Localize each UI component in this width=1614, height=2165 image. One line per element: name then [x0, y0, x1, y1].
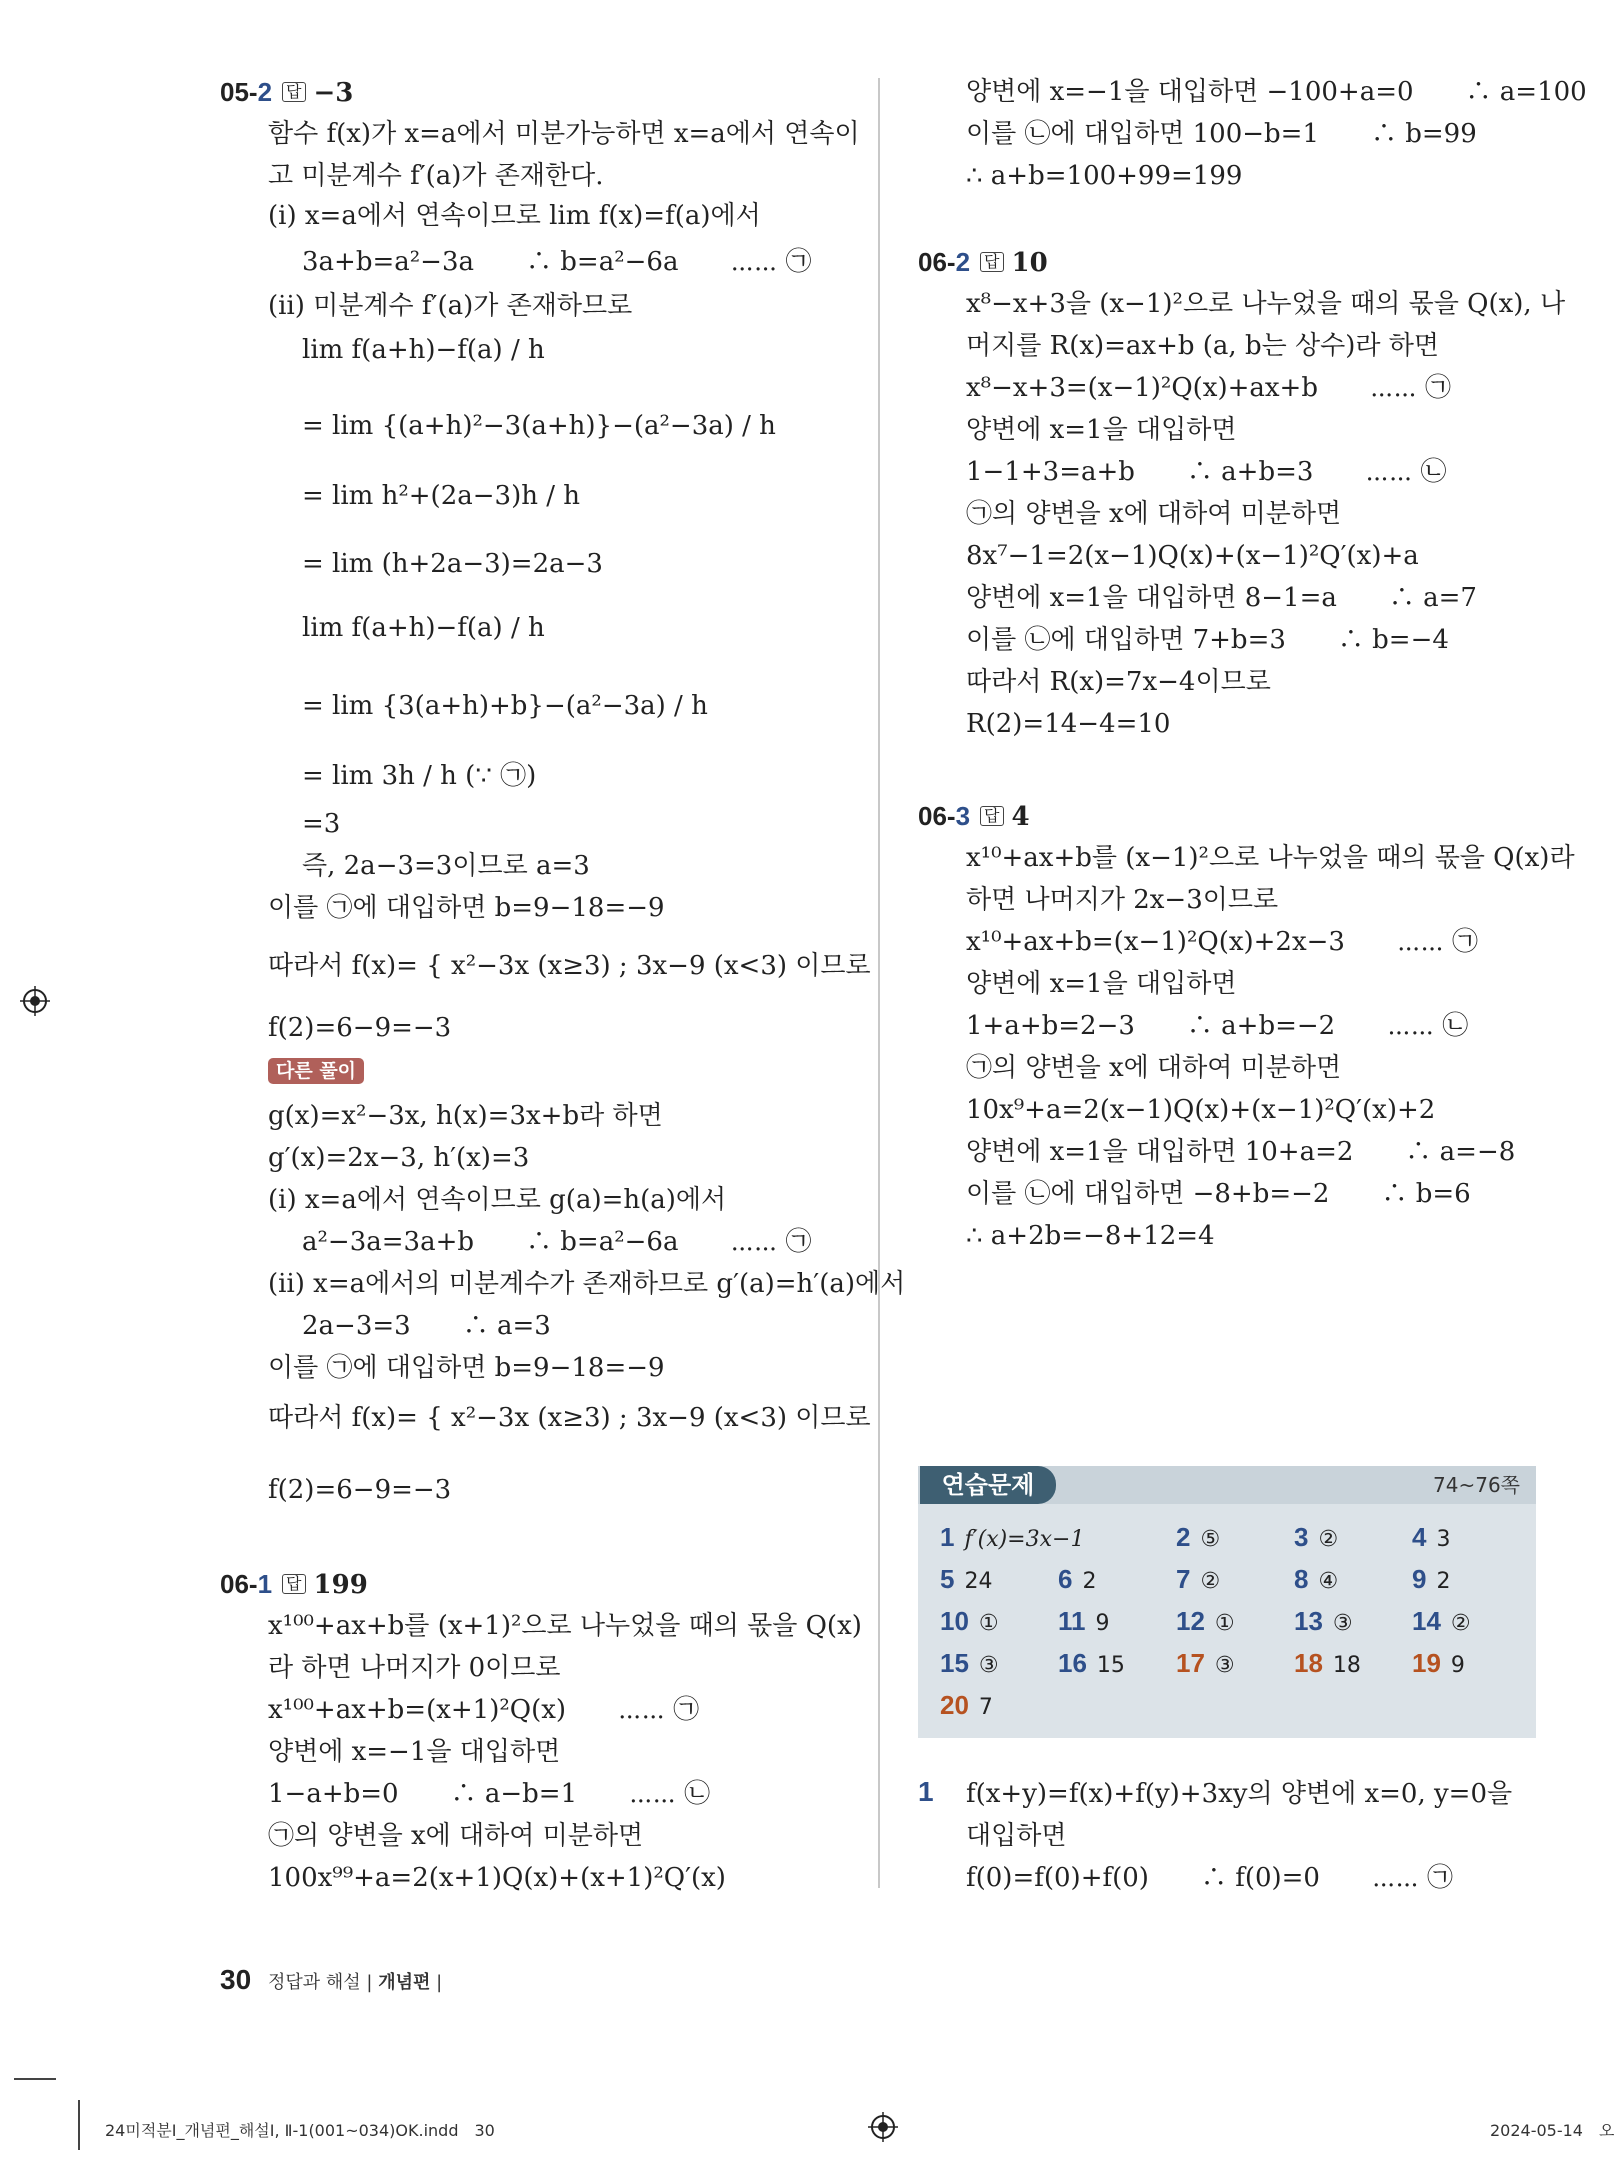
practice-answer-value: 2 [1082, 1569, 1097, 1594]
solution-line: = lim (h+2a−3)=2a−3 [302, 549, 603, 579]
question-1-number: 1 [918, 1776, 934, 1807]
practice-answer-number: 9 [1412, 1564, 1427, 1594]
alt-solution-badge: 다른 풀이 [268, 1058, 364, 1084]
practice-answer-value: 7 [978, 1695, 993, 1720]
solution-line: ∴ a+b=100+99=199 [966, 161, 1243, 191]
solution-line: 양변에 x=1을 대입하면 10+a=2 ∴ a=−8 [966, 1137, 1516, 1167]
practice-answer-number: 8 [1294, 1564, 1309, 1594]
page-number: 30 [220, 1964, 252, 1995]
solution-line: 이를 ㉡에 대입하면 −8+b=−2 ∴ b=6 [966, 1179, 1471, 1209]
practice-answer-number: 3 [1294, 1522, 1309, 1552]
solution-line: 하면 나머지가 2x−3이므로 [966, 885, 1279, 915]
file-slug: 24미적분Ⅰ_개념편_해설Ⅰ, Ⅱ-1(001~034)OK.indd 30 [105, 2121, 495, 2140]
solution-line: 이를 ㉠에 대입하면 b=9−18=−9 [268, 893, 665, 923]
practice-answer-item [1412, 1648, 1465, 1681]
solution-line: 100x⁹⁹+a=2(x+1)Q(x)+(x+1)²Q′(x) [268, 1863, 726, 1893]
solution-line: ㉠의 양변을 x에 대하여 미분하면 [966, 499, 1342, 529]
practice-answer-value: f′(x)=3x−1 [964, 1527, 1085, 1552]
solution-line: = lim {(a+h)²−3(a+h)}−(a²−3a) / h [302, 411, 776, 441]
practice-answer-number: 7 [1176, 1564, 1191, 1594]
problem-header-06-3: 06-3 답 4 [918, 801, 1030, 832]
solution-line: f(2)=6−9=−3 [268, 1475, 452, 1505]
practice-answer-item [1294, 1522, 1338, 1555]
solution-line: 고 미분계수 f′(a)가 존재한다. [268, 161, 604, 191]
solution-line: = lim {3(a+h)+b}−(a²−3a) / h [302, 691, 708, 721]
solution-line: 양변에 x=−1을 대입하면 −100+a=0 ∴ a=100 [966, 77, 1587, 107]
solution-line: g′(x)=2x−3, h′(x)=3 [268, 1143, 530, 1173]
practice-title: 연습문제 [920, 1466, 1056, 1504]
solution-line: =3 [302, 809, 341, 839]
practice-answer-number: 2 [1176, 1522, 1191, 1552]
solution-line: 머지를 R(x)=ax+b (a, b는 상수)라 하면 [966, 331, 1439, 361]
solution-line: = lim h²+(2a−3)h / h [302, 481, 580, 511]
practice-answer-number: 6 [1058, 1564, 1073, 1594]
practice-answer-item [1294, 1648, 1361, 1681]
solution-line: 8x⁷−1=2(x−1)Q(x)+(x−1)²Q′(x)+a [966, 541, 1419, 571]
practice-answer-value: 24 [964, 1569, 993, 1594]
solution-line: 양변에 x=−1을 대입하면 [268, 1737, 561, 1767]
practice-answer-item [1412, 1522, 1450, 1555]
practice-answer-item [1176, 1648, 1235, 1681]
solution-line: x¹⁰+ax+b를 (x−1)²으로 나누었을 때의 몫을 Q(x)라 [966, 843, 1575, 873]
solution-line: 양변에 x=1을 대입하면 8−1=a ∴ a=7 [966, 583, 1477, 613]
practice-answer-item [940, 1522, 1084, 1555]
practice-answer-value: 9 [1450, 1653, 1465, 1678]
practice-answer-item [1176, 1564, 1220, 1597]
solution-line: 양변에 x=1을 대입하면 [966, 969, 1237, 999]
practice-answer-number: 11 [1058, 1606, 1086, 1636]
solution-line: f(0)=f(0)+f(0) ∴ f(0)=0 ⋯⋯ ㉠ [966, 1863, 1454, 1893]
solution-line: lim f(a+h)−f(a) / h [302, 335, 545, 365]
solution-line: = lim 3h / h (∵ ㉠) [302, 761, 537, 791]
crop-mark [78, 2100, 80, 2150]
practice-answer-value: ② [1318, 1527, 1339, 1552]
solution-line: x¹⁰⁰+ax+b=(x+1)²Q(x) ⋯⋯ ㉠ [268, 1695, 700, 1725]
solution-line: 따라서 R(x)=7x−4이므로 [966, 667, 1271, 697]
solution-line: (ⅰ) x=a에서 연속이므로 lim f(x)=f(a)에서 [268, 201, 761, 231]
solution-line: x⁸−x+3을 (x−1)²으로 나누었을 때의 몫을 Q(x), 나 [966, 289, 1566, 319]
solution-line: 함수 f(x)가 x=a에서 미분가능하면 x=a에서 연속이 [268, 119, 860, 149]
problem-header-06-2: 06-2 답 10 [918, 247, 1048, 278]
solution-line: 이를 ㉡에 대입하면 100−b=1 ∴ b=99 [966, 119, 1477, 149]
solution-line: g(x)=x²−3x, h(x)=3x+b라 하면 [268, 1101, 663, 1131]
practice-answer-number: 17 [1176, 1648, 1205, 1678]
solution-line: x⁸−x+3=(x−1)²Q(x)+ax+b ⋯⋯ ㉠ [966, 373, 1452, 403]
practice-answer-value: ③ [1214, 1653, 1235, 1678]
solution-line: ㉠의 양변을 x에 대하여 미분하면 [268, 1821, 644, 1851]
practice-answer-value: 9 [1095, 1611, 1110, 1636]
solution-line: 1+a+b=2−3 ∴ a+b=−2 ⋯⋯ ㉡ [966, 1011, 1469, 1041]
solution-line: ㉠의 양변을 x에 대하여 미분하면 [966, 1053, 1342, 1083]
solution-line: 10x⁹+a=2(x−1)Q(x)+(x−1)²Q′(x)+2 [966, 1095, 1436, 1125]
practice-answer-item [940, 1690, 993, 1723]
practice-answer-item [1176, 1606, 1235, 1639]
practice-answer-number: 1 [940, 1522, 955, 1552]
practice-answer-item [1412, 1564, 1450, 1597]
practice-answer-value: 15 [1096, 1653, 1125, 1678]
practice-answer-number: 13 [1294, 1606, 1323, 1636]
solution-line: f(x+y)=f(x)+f(y)+3xy의 양변에 x=0, y=0을 [966, 1779, 1513, 1809]
registration-mark-icon [868, 2112, 898, 2142]
practice-answer-value: ④ [1318, 1569, 1339, 1594]
practice-answer-number: 15 [940, 1648, 969, 1678]
practice-answer-number: 19 [1412, 1648, 1441, 1678]
solution-line: 따라서 f(x)= { x²−3x (x≥3) ; 3x−9 (x<3) 이므로 [268, 1403, 871, 1433]
solution-line: x¹⁰+ax+b=(x−1)²Q(x)+2x−3 ⋯⋯ ㉠ [966, 927, 1479, 957]
solution-line: 양변에 x=1을 대입하면 [966, 415, 1237, 445]
practice-answer-item [1058, 1648, 1125, 1681]
solution-line: a²−3a=3a+b ∴ b=a²−6a ⋯⋯ ㉠ [302, 1227, 812, 1257]
practice-answer-number: 14 [1412, 1606, 1441, 1636]
solution-line: ∴ a+2b=−8+12=4 [966, 1221, 1215, 1251]
solution-line: 따라서 f(x)= { x²−3x (x≥3) ; 3x−9 (x<3) 이므로 [268, 951, 871, 981]
practice-answer-number: 12 [1176, 1606, 1205, 1636]
solution-line: (ⅱ) 미분계수 f′(a)가 존재하므로 [268, 291, 633, 321]
solution-line: 이를 ㉡에 대입하면 7+b=3 ∴ b=−4 [966, 625, 1449, 655]
solution-line: 3a+b=a²−3a ∴ b=a²−6a ⋯⋯ ㉠ [302, 247, 812, 277]
solution-line: R(2)=14−4=10 [966, 709, 1171, 739]
practice-answer-item [1058, 1606, 1110, 1639]
practice-answer-value: 18 [1332, 1653, 1361, 1678]
practice-header [918, 1466, 1536, 1504]
solution-line: 대입하면 [966, 1821, 1067, 1851]
practice-answer-value: ⑤ [1200, 1527, 1221, 1552]
solution-line: (ⅰ) x=a에서 연속이므로 g(a)=h(a)에서 [268, 1185, 727, 1215]
practice-answer-value: ② [1450, 1611, 1471, 1636]
practice-answer-item [1058, 1564, 1096, 1597]
registration-mark-icon [20, 986, 50, 1016]
practice-answer-item [1176, 1522, 1220, 1555]
solution-line: 1−1+3=a+b ∴ a+b=3 ⋯⋯ ㉡ [966, 457, 1447, 487]
solution-line: lim f(a+h)−f(a) / h [302, 613, 545, 643]
practice-answer-value: ① [1214, 1611, 1235, 1636]
practice-answer-item [1294, 1564, 1338, 1597]
practice-answer-value: ③ [978, 1653, 999, 1678]
practice-answer-number: 20 [940, 1690, 969, 1720]
practice-answer-number: 18 [1294, 1648, 1323, 1678]
column-divider [878, 78, 880, 1888]
practice-answer-item [940, 1564, 992, 1597]
date-slug: 2024-05-14 오 [1490, 2121, 1614, 2140]
practice-answer-number: 10 [940, 1606, 969, 1636]
practice-page-range: 74~76쪽 [1433, 1473, 1520, 1497]
practice-answer-item [1294, 1606, 1353, 1639]
solution-line: 이를 ㉠에 대입하면 b=9−18=−9 [268, 1353, 665, 1383]
solution-line: f(2)=6−9=−3 [268, 1013, 452, 1043]
solution-line: 라 하면 나머지가 0이므로 [268, 1653, 561, 1683]
problem-header-06-1: 06-1 답 199 [220, 1569, 368, 1600]
footer-label: 정답과 해설 | 개념편 | [268, 1972, 443, 1993]
practice-answer-item [940, 1648, 999, 1681]
solution-line: 1−a+b=0 ∴ a−b=1 ⋯⋯ ㉡ [268, 1779, 711, 1809]
solution-line: 즉, 2a−3=3이므로 a=3 [302, 851, 590, 881]
practice-answer-value: ③ [1332, 1611, 1353, 1636]
practice-answers-box [918, 1466, 1536, 1738]
practice-answer-item [1412, 1606, 1471, 1639]
practice-answer-number: 4 [1412, 1522, 1427, 1552]
solution-line: 2a−3=3 ∴ a=3 [302, 1311, 551, 1341]
practice-answer-number: 16 [1058, 1648, 1087, 1678]
solution-line: x¹⁰⁰+ax+b를 (x+1)²으로 나누었을 때의 몫을 Q(x) [268, 1611, 862, 1641]
solution-line: (ⅱ) x=a에서의 미분계수가 존재하므로 g′(a)=h′(a)에서 [268, 1269, 906, 1299]
practice-answer-number: 5 [940, 1564, 955, 1594]
practice-answer-item [940, 1606, 999, 1639]
problem-header-05-2: 05-2 답 −3 [220, 77, 354, 108]
practice-answer-value: 3 [1436, 1527, 1451, 1552]
practice-answer-value: ① [978, 1611, 999, 1636]
practice-answer-value: ② [1200, 1569, 1221, 1594]
crop-mark [14, 2078, 56, 2080]
practice-answer-value: 2 [1436, 1569, 1451, 1594]
